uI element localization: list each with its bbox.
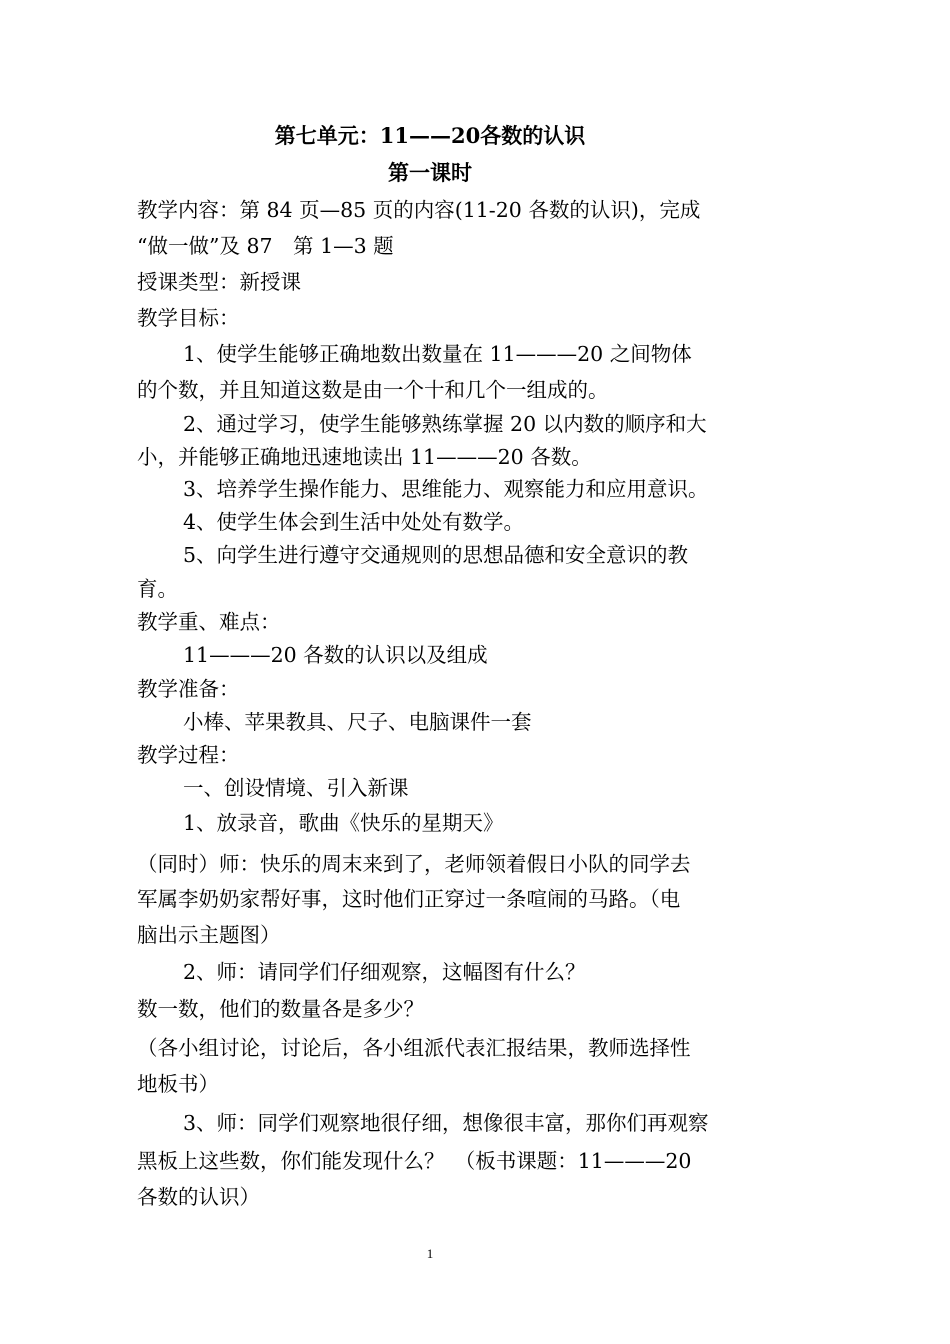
process-paragraph-line-2: 军属李奶奶家帮好事，这时他们正穿过一条喧闹的马路。（电 — [137, 887, 681, 911]
process-item-3: 3、师：同学们观察地很仔细，想像很丰富，那你们再观察 — [183, 1111, 709, 1135]
objective-1-cont: 的个数，并且知道这数是由一个十和几个一组成的。 — [137, 378, 609, 402]
document-title: 第七单元：11——20各数的认识 — [274, 123, 586, 148]
page-number: 1 — [426, 1246, 434, 1261]
process-item-3-cont: 黑板上这些数，你们能发现什么？ （板书课题：11———20 — [137, 1149, 692, 1173]
text-line-content: 教学内容：第 84 页—85 页的内容(11-20 各数的认识)，完成 — [137, 198, 701, 222]
text-line-content-cont: “做一做”及 87 第 1—3 题 — [137, 234, 394, 258]
key-points-text: 11———20 各数的认识以及组成 — [183, 643, 488, 667]
process-item-3-cont-2: 各数的认识） — [137, 1185, 260, 1209]
objective-2-cont: 小，并能够正确地迅速地读出 11———20 各数。 — [137, 445, 592, 469]
section-heading-objectives: 教学目标： — [137, 306, 240, 330]
section-heading-preparation: 教学准备： — [137, 677, 240, 701]
preparation-text: 小棒、苹果教具、尺子、电脑课件一套 — [183, 710, 532, 734]
process-paragraph-line-3: 脑出示主题图） — [137, 923, 281, 947]
process-item-1: 1、放录音，歌曲《快乐的星期天》 — [183, 811, 504, 835]
section-heading-key-points: 教学重、难点： — [137, 610, 281, 634]
objective-1: 1、使学生能够正确地数出数量在 11———20 之间物体 — [183, 342, 692, 366]
process-item-2-cont: 数一数，他们的数量各是多少？ — [137, 997, 424, 1021]
objective-5: 5、向学生进行遵守交通规则的思想品德和安全意识的教 — [183, 543, 689, 567]
process-note-line-2: 地板书） — [137, 1072, 219, 1096]
process-paragraph-line-1: （同时）师：快乐的周末来到了，老师领着假日小队的同学去 — [137, 852, 691, 876]
lesson-subtitle: 第一课时 — [388, 160, 472, 185]
process-note-line-1: （各小组讨论，讨论后，各小组派代表汇报结果，教师选择性 — [137, 1036, 691, 1060]
section-heading-process: 教学过程： — [137, 743, 240, 767]
process-step-1-heading: 一、创设情境、引入新课 — [183, 776, 409, 800]
objective-4: 4、使学生体会到生活中处处有数学。 — [183, 510, 525, 534]
text-line-lesson-type: 授课类型：新授课 — [137, 270, 301, 294]
objective-3: 3、培养学生操作能力、思维能力、观察能力和应用意识。 — [183, 477, 709, 501]
objective-2: 2、通过学习，使学生能够熟练掌握 20 以内数的顺序和大 — [183, 412, 707, 436]
process-item-2: 2、师：请同学们仔细观察，这幅图有什么？ — [183, 960, 586, 984]
objective-5-cont: 育。 — [137, 577, 178, 601]
